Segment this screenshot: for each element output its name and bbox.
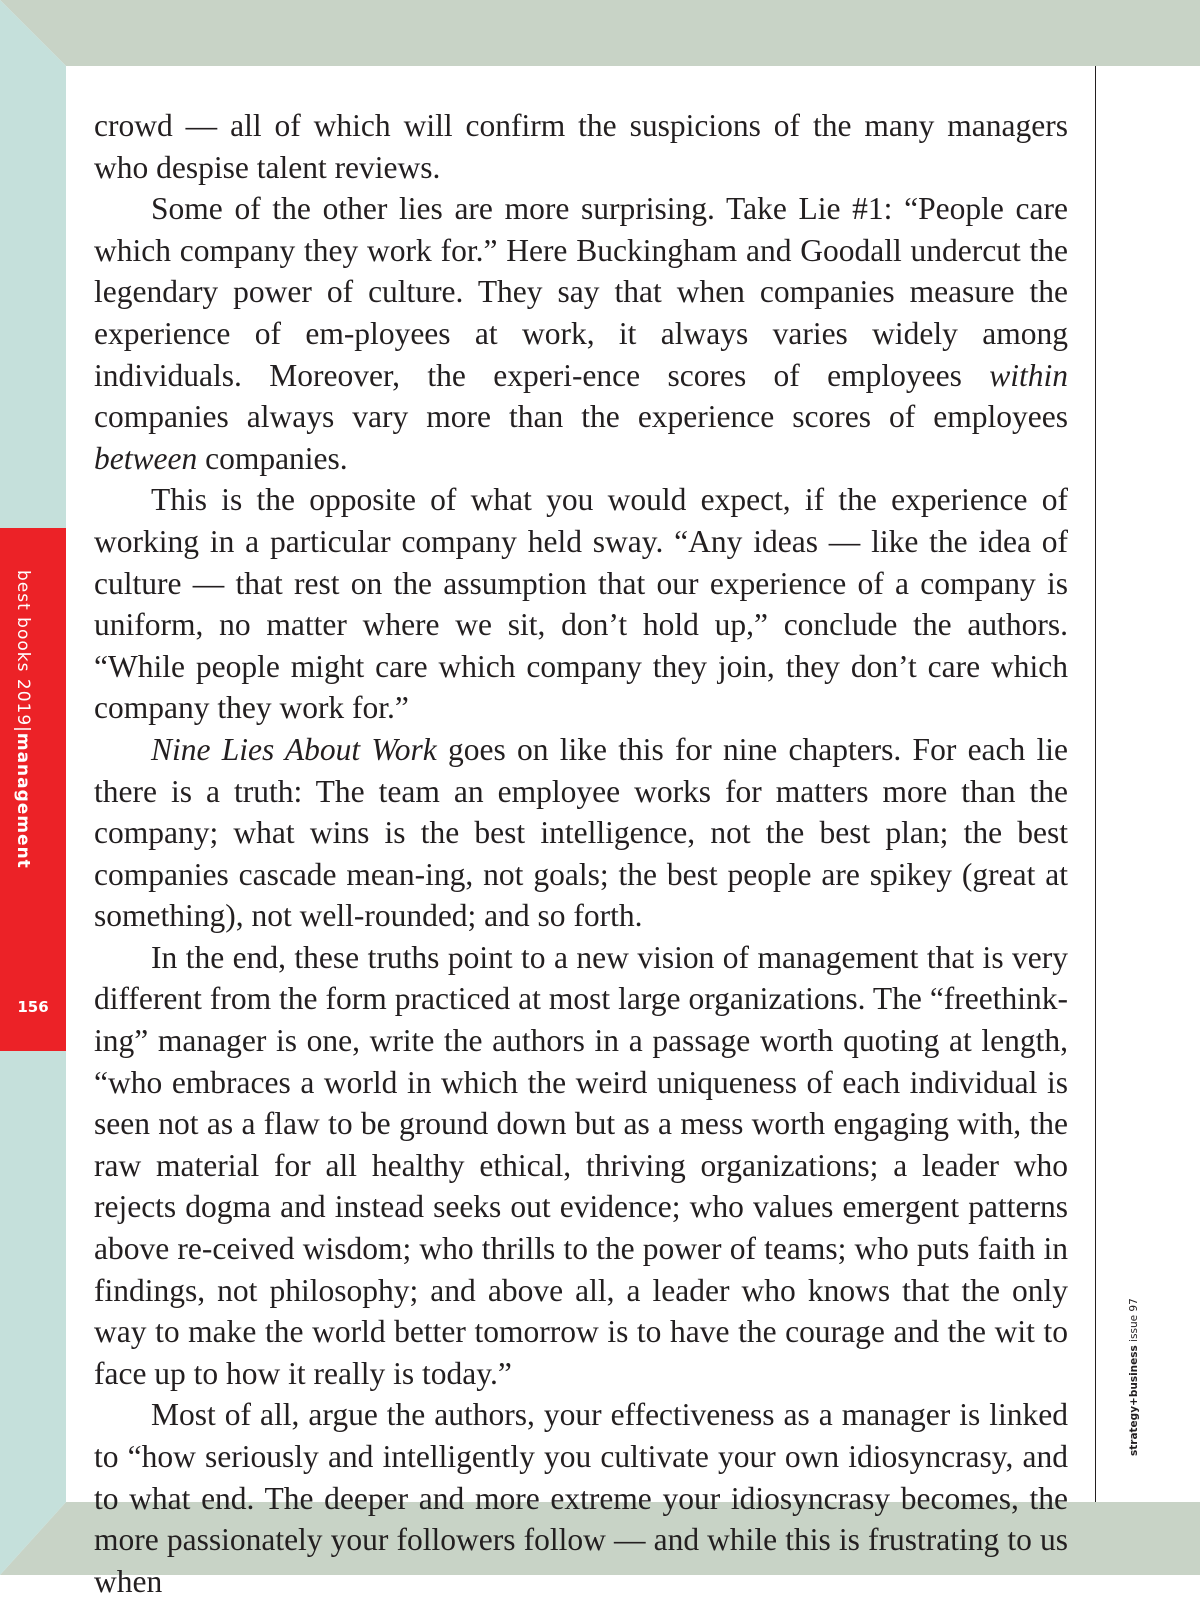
emphasis-between: between: [94, 440, 198, 476]
label-separator: |: [13, 726, 33, 733]
paragraph-2: Some of the other lies are more surprising. Take Lie #1: “People care which company they work for.” Here Buckingham and Goodall undercut the legendary power of culture. They say that when companies measure the experience of em-ployees at work, it always varies widely among individuals. Moreover, the experi-ence scores of employees within companies always vary more than the experience scores of employees between companies.: [94, 191, 1068, 476]
paragraph-4: Nine Lies About Work goes on like this for nine chapters. For each lie there is a truth: The team an employee works for matters more than the company; what wins is the best intelligence, not the best plan; the best companies cascade mean-ing, not goals; the best people are spikey (great at something), not well-rounded; and so forth.: [94, 731, 1068, 934]
margin-rule: [1095, 66, 1096, 1502]
top-band: [0, 0, 1200, 66]
section-name: management: [13, 732, 33, 869]
publication-name: strategy+business: [1128, 1345, 1140, 1456]
emphasis-within: within: [989, 357, 1068, 393]
paragraph-5: In the end, these truths point to a new vision of management that is very different from the form practiced at most large organizations. The “freethink-ing” manager is one, write the authors in a passage worth quoting at length, “who embraces a world in which the weird uniqueness of each individual is seen not as a flaw to be ground down but as a mess worth engaging with, the raw material for all healthy ethical, thriving organizations; a leader who rejects dogma and instead seeks out evidence; who values emergent patterns above re-ceived wisdom; who thrills to the power of teams; who puts faith in findings, not philosophy; and above all, a leader who knows that the only way to make the world better tomorrow is to have the courage and the wit to face up to how it really is today.”: [94, 939, 1068, 1391]
issue-number: issue 97: [1128, 1298, 1140, 1342]
article-body: [94, 105, 1068, 1602]
paragraph-3: This is the opposite of what you would expect, if the experience of working in a particular company held sway. “Any ideas — like the idea of culture — that rest on the assumption that our experience of a company is uniform, no matter where we sit, don’t hold up,” conclude the authors. “While people might care which company they join, they don’t care which company they work for.”: [94, 482, 1068, 726]
paragraph-1: crowd — all of which will confirm the suspicions of the many managers who despise talent reviews.: [94, 108, 1068, 185]
page-number: 156: [17, 998, 49, 1016]
paragraph-6: Most of all, argue the authors, your effectiveness as a manager is linked to “how seriously and intelligently you cultivate your own idiosyncrasy, and to what end. The deeper and more extreme your idiosyncrasy becomes, the more passionately your followers follow — and while this is frustrating to us when: [94, 1397, 1068, 1599]
section-tab: [0, 528, 66, 1051]
book-title: Nine Lies About Work: [151, 731, 437, 767]
book-label: best books 2019: [13, 570, 33, 727]
